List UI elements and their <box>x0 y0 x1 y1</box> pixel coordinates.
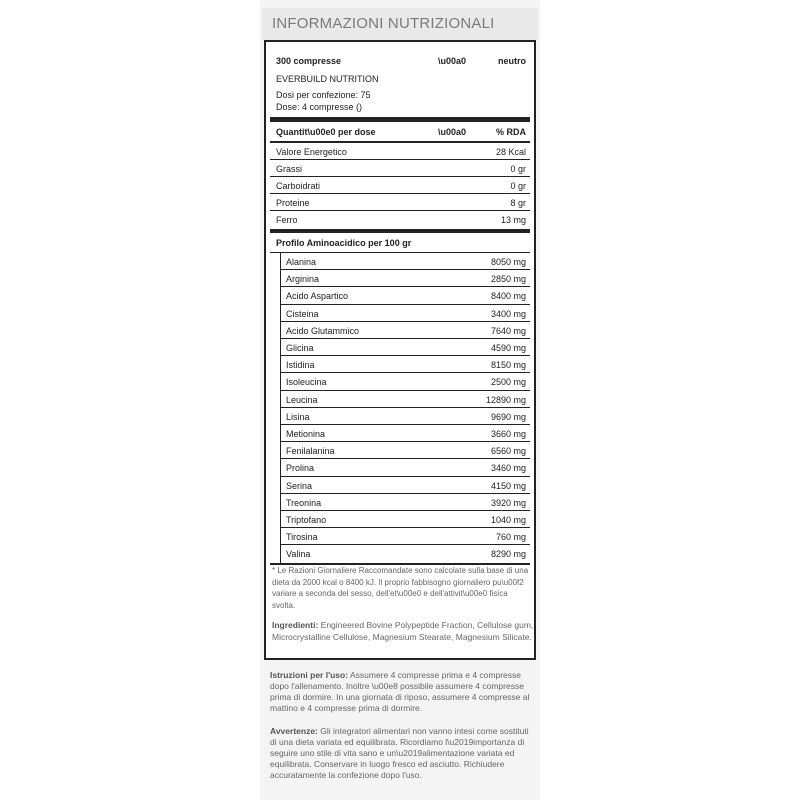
amino-name: Treonina <box>286 497 322 508</box>
amino-value: 3920 mg <box>490 497 526 508</box>
amino-value: 8050 mg <box>490 257 526 267</box>
amino-value: 4590 mg <box>490 343 526 353</box>
table-header-quantity: Quantit\u00e0 per dose <box>276 127 376 137</box>
amino-name: Leucina <box>286 394 318 405</box>
amino-name: Acido Aspartico <box>286 291 349 302</box>
nutrient-name: Carboidrati <box>276 181 321 191</box>
amino-row <box>280 373 530 390</box>
amino-row <box>280 511 530 528</box>
nutrient-value: 8 gr <box>510 198 526 208</box>
ingredients <box>272 620 534 643</box>
amino-name: Fenilalanina <box>286 446 335 457</box>
instructions <box>270 670 532 714</box>
nutrient-row <box>270 211 530 228</box>
nutrient-name: Valore Energetico <box>276 147 347 157</box>
section-title: INFORMAZIONI NUTRIZIONALI <box>272 15 495 32</box>
serving-size: Dose: 4 compresse () <box>276 102 363 112</box>
nutrient-value: 13 mg <box>500 215 526 225</box>
amino-value: 8150 mg <box>490 360 526 371</box>
nutrient-value: 0 gr <box>510 181 526 191</box>
amino-header: Profilo Aminoacidico per 100 gr <box>276 238 412 248</box>
amino-name: Triptofano <box>286 515 327 525</box>
nutrient-name: Ferro <box>276 215 298 225</box>
amino-row <box>280 339 530 356</box>
nutrient-name: Proteine <box>276 198 310 208</box>
amino-name: Arginina <box>286 274 320 285</box>
nutrient-name: Grassi <box>276 164 303 174</box>
amino-row <box>280 305 530 322</box>
warnings <box>270 726 532 781</box>
amino-name: Istidina <box>286 360 315 371</box>
amino-row <box>280 408 530 425</box>
amino-name: Lisina <box>286 411 310 422</box>
product-col2: \u00a0 <box>438 56 467 66</box>
nutrient-row <box>270 160 530 177</box>
amino-name: Glicina <box>286 343 314 353</box>
amino-value: 4150 mg <box>490 480 526 491</box>
thick-divider <box>270 229 530 233</box>
amino-name: Cisteina <box>286 308 319 319</box>
amino-name: Tirosina <box>286 532 318 543</box>
nutrition-label <box>264 40 536 660</box>
amino-left-border <box>280 253 281 563</box>
amino-value: 2500 mg <box>490 377 526 388</box>
nutrient-row <box>270 177 530 194</box>
product-brand: EVERBUILD NUTRITION <box>276 74 379 84</box>
amino-name: Serina <box>286 480 313 491</box>
amino-value: 8290 mg <box>490 549 526 560</box>
amino-row <box>280 391 530 408</box>
amino-row <box>280 287 530 304</box>
amino-value: 6560 mg <box>490 446 526 457</box>
amino-name: Metionina <box>286 429 326 439</box>
ingredients-text: Engineered Bovine Polypeptide Fraction, Cellulose gum, Microcrystalline Cellulose, Magnesium Stearate, Magnesium Silicate. <box>272 620 534 642</box>
amino-value: 12890 mg <box>485 394 526 405</box>
amino-value: 7640 mg <box>490 325 526 336</box>
nutrient-row <box>270 194 530 211</box>
amino-value: 3660 mg <box>490 429 526 439</box>
amino-value: 8400 mg <box>490 291 526 302</box>
instructions-label: Istruzioni per l'uso: <box>270 670 349 680</box>
amino-row <box>280 253 530 270</box>
amino-value: 1040 mg <box>490 515 526 525</box>
amino-row <box>280 425 530 442</box>
warnings-label: Avvertenze: <box>270 726 318 736</box>
amino-row <box>280 545 530 562</box>
amino-row <box>280 442 530 459</box>
amino-name: Isoleucina <box>286 377 327 388</box>
table-header-rda: % RDA <box>495 127 526 137</box>
amino-row <box>280 270 530 287</box>
amino-row <box>280 356 530 373</box>
product-name: 300 compresse <box>276 56 342 66</box>
table-header-col2: \u00a0 <box>438 127 467 137</box>
nutrient-row <box>270 143 530 160</box>
instructions-text: Assumere 4 compresse prima e 4 compresse dopo l'allenamento. Inoltre \u00e8 possibile assumere 4 compresse prima di dormire. In una giornata di riposo, assumere 4 compresse al mattino e 4 compresse prima di dormire. <box>270 670 530 713</box>
servings-per-pack: Dosi per confezione: 75 <box>276 90 371 100</box>
amino-value: 9690 mg <box>490 411 526 422</box>
amino-row <box>280 494 530 511</box>
amino-value: 2850 mg <box>490 274 526 285</box>
amino-name: Acido Glutammico <box>286 325 360 336</box>
amino-name: Valina <box>286 549 311 560</box>
amino-name: Prolina <box>286 463 315 474</box>
nutrient-value: 28 Kcal <box>495 147 526 157</box>
ingredients-label: Ingredienti: <box>272 620 319 630</box>
rda-note: * Le Razioni Giornaliere Raccomandate sono calcolate sulla base di una dieta da 2000 kcal o 8400 kJ. Il proprio fabbisogno giornaliero pu\u00f2 variare a seconda del sesso, dell'et\u00e0 e dell'attivit\u00e0 fisica svolta. <box>272 566 529 610</box>
product-flavor: neutro <box>498 56 526 66</box>
amino-row <box>280 528 530 545</box>
nutrient-value: 0 gr <box>510 164 526 174</box>
amino-row <box>280 459 530 476</box>
amino-value: 760 mg <box>495 532 526 543</box>
amino-name: Alanina <box>286 257 317 267</box>
thick-divider <box>270 117 530 122</box>
amino-value: 3400 mg <box>490 308 526 319</box>
amino-row <box>280 322 530 339</box>
amino-row <box>280 477 530 494</box>
warnings-text: Gli integratori alimentari non vanno intesi come sostituti di una dieta variata ed equilibrata. Ricordiamo l\u2019importanza di seguire uno stile di vita sano e un\u2019alimentazione variata ed equilibrata. Conservare in luogo fresco ed asciutto. Richiudere accuratamente la confezione dopo l'uso. <box>270 726 529 780</box>
section-header <box>262 8 538 40</box>
amino-value: 3460 mg <box>490 463 526 474</box>
